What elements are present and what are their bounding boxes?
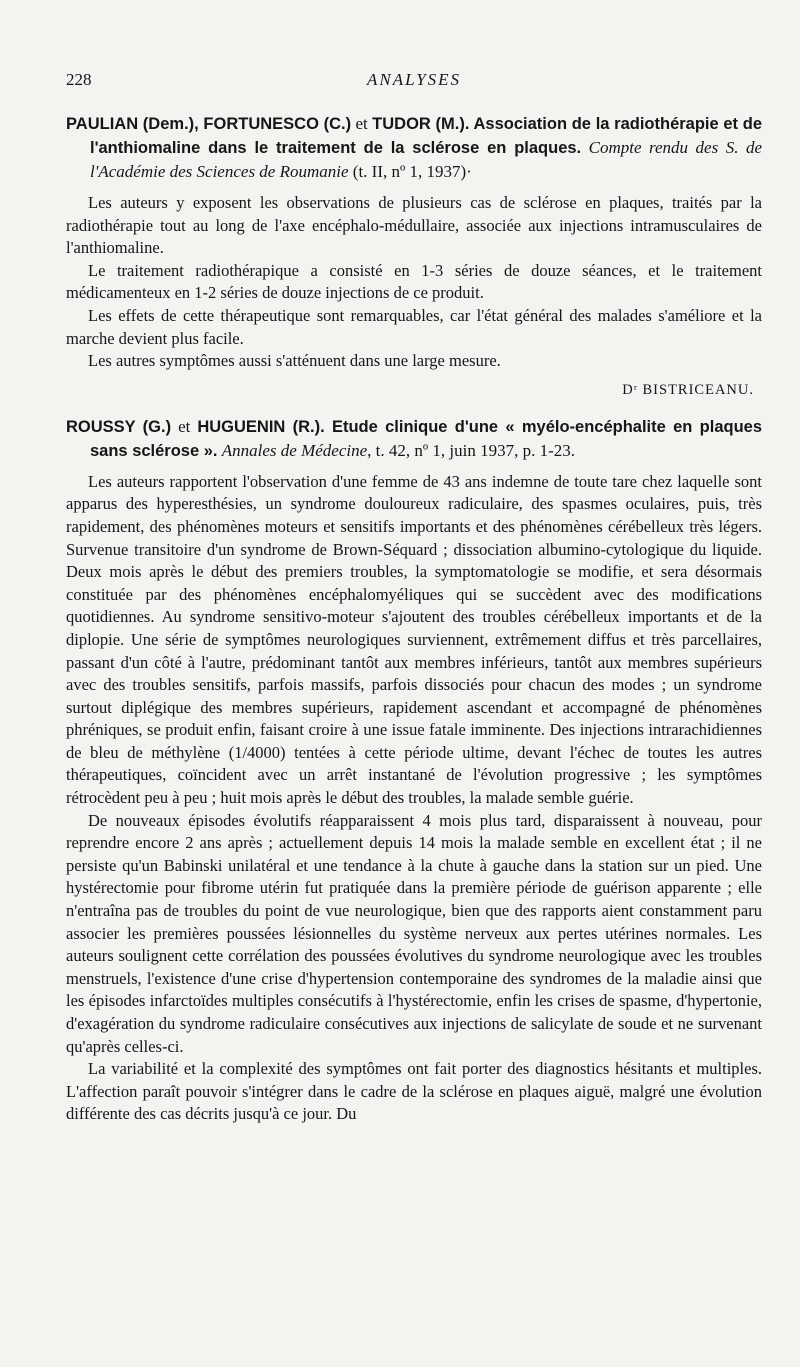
entry-title: TUDOR (M.). Association de la radiothérapie et de l'anthiomaline dans le traitement de la sclérose en plaques. [90,115,763,157]
body-paragraph: De nouveaux épisodes évolutifs réapparaissent 4 mois plus tard, disparaissent à nouveau, pour reprendre encore 2 ans après ; actuellement depuis 14 mois la malade semble en excellent état ; il ne persiste qu'un Babinski unilatéral et une tendance à la chute à gauche dans la station sur un pied. Une hystérectomie pour fibrome utérin fut pratiquée dans la première période de guérison apparente ; elle n'entraîna pas de troubles du point de vue neurologique, bien que des rapports aient constamment paru associer les premières poussées lésionnelles du système nerveux aux pertes utérines normales. Les auteurs soulignent cette corrélation des poussées évolutives du syndrome neurologique avec les troubles menstruels, l'existence d'une crise d'hypertension contemporaine des syndromes de la maladie ainsi que les épisodes infarctoïdes multiples consécutifs à l'hystérectomie, enfin les crises de spasme, d'hypertonie, d'exagération du syndrome radiculaire consécutives aux injections de salicylate de soude et ne survenant qu'après celles-ci. [66,810,762,1056]
abstract-entry-1 [66,112,762,401]
reviewer-signature: Dʳ BISTRICEANU. [622,381,754,398]
body-paragraph: Les autres symptômes aussi s'atténuent dans une large mesure. [88,351,501,371]
running-title: ANALYSES [366,70,462,89]
entry-citation: , t. 42, nº 1, juin 1937, p. 1-23. [367,440,576,460]
abstract-entry-2 [66,415,762,1126]
entry-authors: PAULIAN (Dem.), FORTUNESCO (C.) [66,115,352,133]
entry-journal: Annales de Médecine [221,440,368,460]
body-paragraph: La variabilité et la complexité des symptômes ont fait porter des diagnostics hésitants et multiples. L'affection paraît pouvoir s'intégrer dans le cadre de la sclérose en plaques aiguë, malgré une évolution différente des cas décrits jusqu'à ce jour. Du [66,1059,762,1124]
entry-conjunction: et [355,114,368,133]
page-number: 228 [66,70,92,89]
entry-heading [66,415,762,463]
entry-authors: ROUSSY (G.) [66,417,172,436]
entry-heading [66,112,762,184]
entry-citation: (t. II, nº 1, 1937)· [352,162,472,181]
body-paragraph: Les auteurs rapportent l'observation d'une femme de 43 ans indemne de toute tare chez laquelle sont apparus des hyperesthésies, un syndrome douloureux radiculaire, des spasmes oculaires, puis, très rapidement, des phénomènes moteurs et sensitifs importants et des phénomènes cérébelleux très légers. Survenue transitoire d'un syndrome de Brown-Séquard ; dissociation albumino-cytologique du liquide. Deux mois après le début des premiers troubles, la symptomatologie se modifie, et sera désormais constituée par des phénomènes encéphalomyéliques qui se succèdent avec des modifications quotidiennes. Au syndrome sensitivo-moteur s'ajoutent des troubles cérébelleux importants et de la diplopie. Une série de symptômes neurologiques surviennent, extrêmement diffus et très parcellaires, passant d'un côté à l'autre, prédominant tantôt aux membres inférieurs, tantôt aux membres supérieurs avec des troubles sensitifs, parfois massifs, parfois dissociés pour chacun des modes ; un syndrome surtout diplégique des membres supérieurs, rapidement ascendant et accompagné de phénomènes phréniques, se produit enfin, faisant croire à une issue fatale imminente. Des injections intrarachidiennes de bleu de méthylène (1/4000) tentées à cette période ultime, devant l'échec de toutes les autres thérapeutiques, coïncident avec un arrêt instantané de l'évolution progressive ; les symptômes rétrocèdent peu à peu ; huit mois après le début des troubles, la malade semble guérie. [66,471,762,808]
body-paragraph: Le traitement radiothérapique a consisté en 1-3 séries de douze séances, et le traitement médicamenteux en 1-2 séries de douze injections de ce produit. [66,260,762,303]
body-paragraph: Les effets de cette thérapeutique sont remarquables, car l'état général des malades s'améliore et la marche devient plus facile. [66,305,762,348]
body-paragraph: Les auteurs y exposent les observations de plusieurs cas de sclérose en plaques, traités par la radiothérapie tout au long de l'axe encéphalo-médullaire, associée aux injections intramusculaires de l'anthiomaline. [66,193,762,258]
entry-journal: Compte rendu des S. de l'Académie des Sciences de Roumanie [90,138,762,181]
running-head [66,70,762,100]
entry-title: HUGUENIN (R.). Etude clinique d'une « myélo-encéphalite en plaques sans sclérose ». [90,417,763,460]
entry-conjunction: et [178,416,191,436]
